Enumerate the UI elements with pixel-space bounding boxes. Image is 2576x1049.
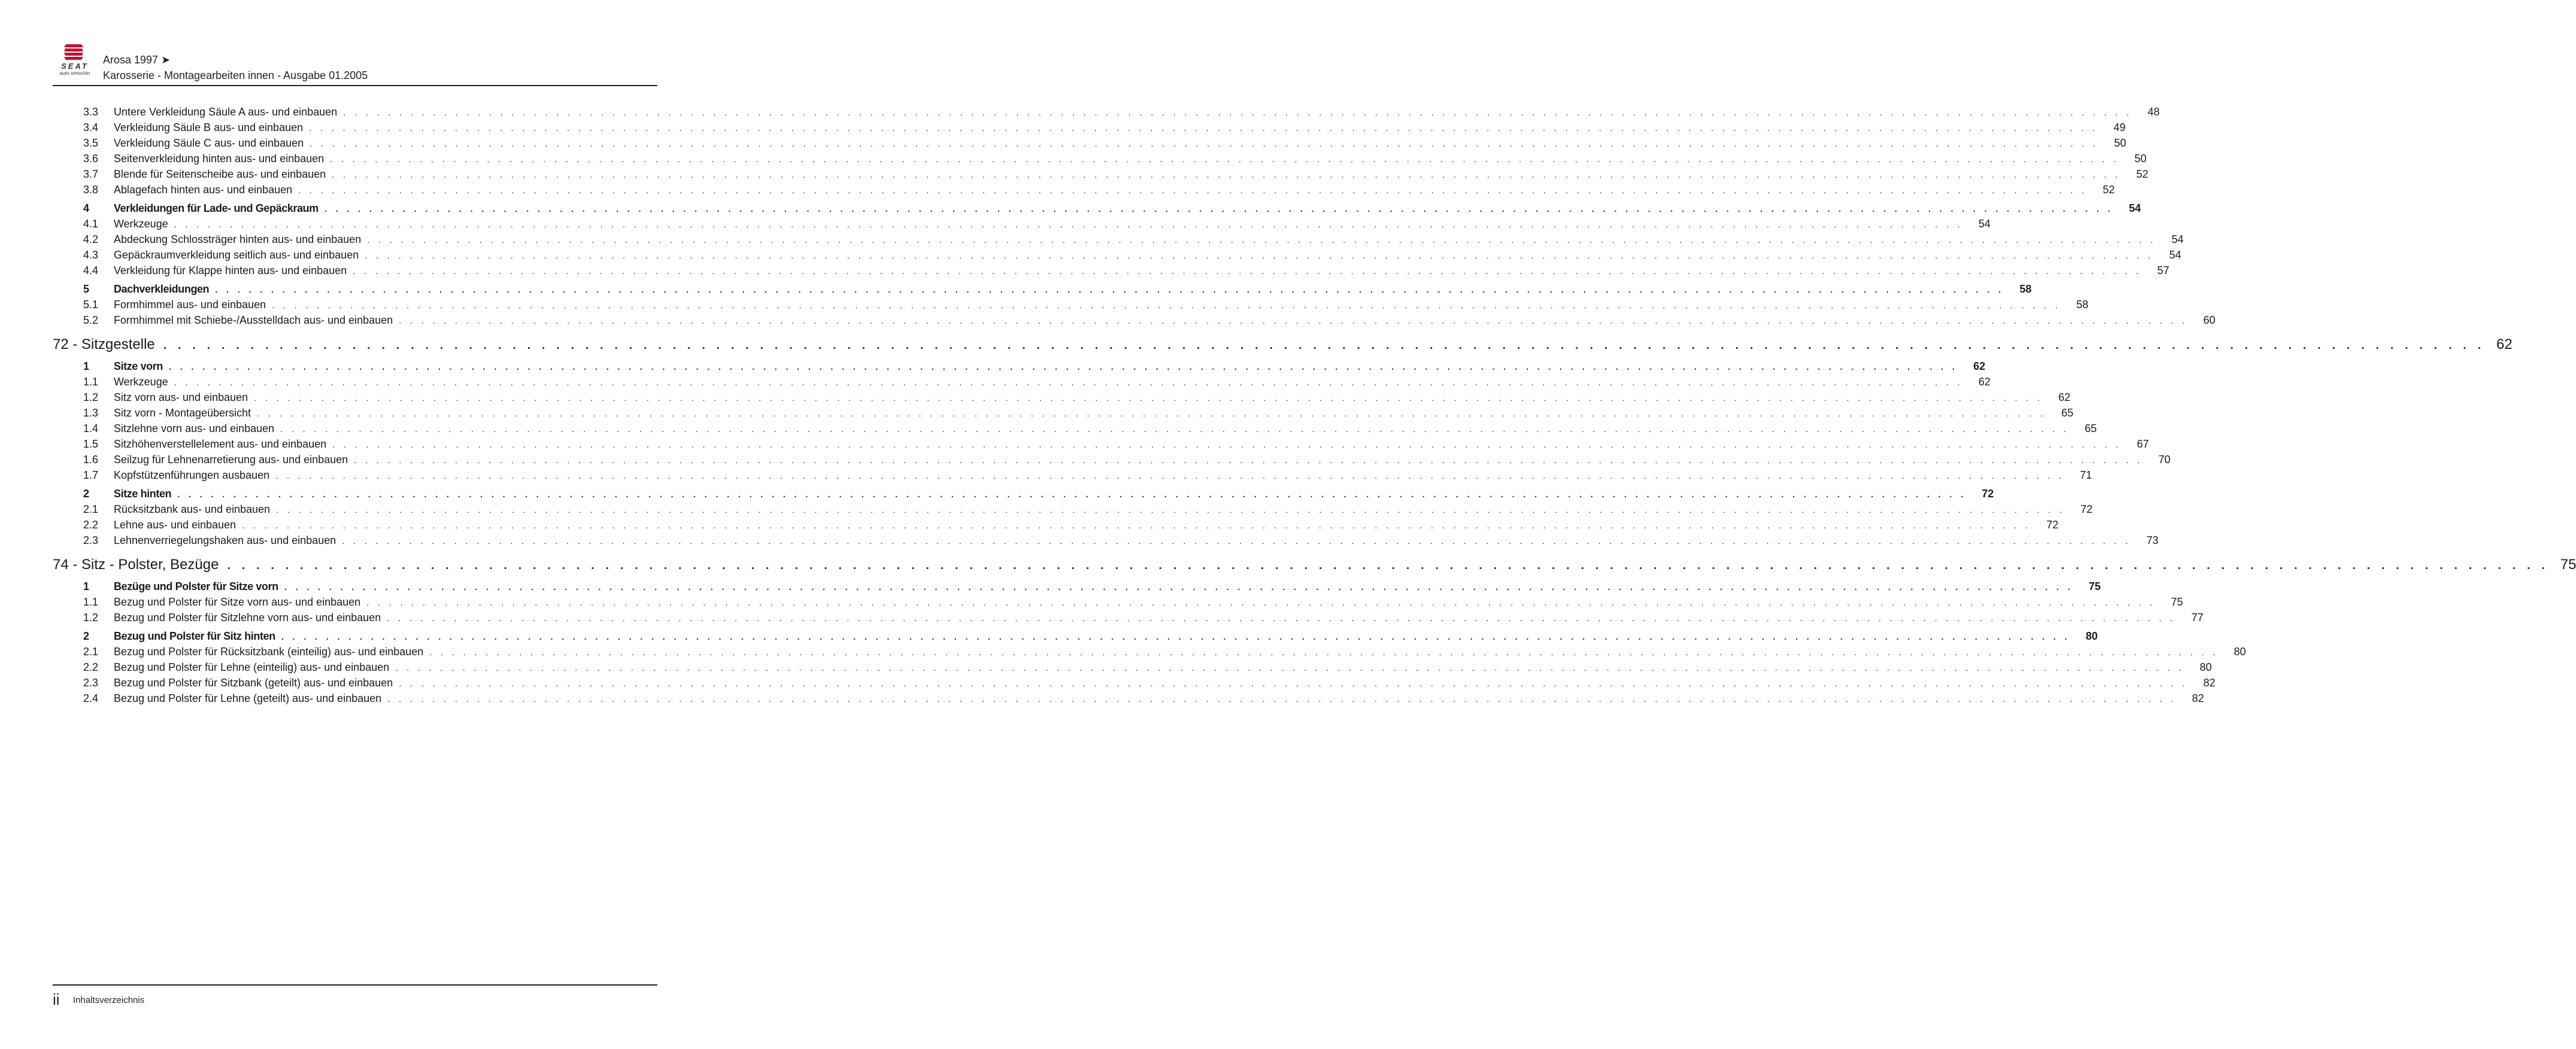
toc-number: 3.3 [83, 106, 99, 118]
toc-title: Gepäckraumverkleidung seitlich aus- und einbauen [114, 249, 359, 261]
toc-page-number: 72 [2046, 519, 2059, 531]
toc-page-number: 62 [1973, 360, 1986, 372]
toc-number: 2.2 [83, 661, 99, 673]
toc-page-number: 62 [2496, 336, 2513, 352]
toc-entry[interactable] [53, 166, 2149, 182]
toc-number: 2.4 [83, 692, 99, 704]
toc-number: 4.2 [83, 233, 99, 245]
toc-title: Verkleidung Säule C aus- und einbauen [114, 137, 304, 149]
toc-number: 1.4 [83, 422, 99, 434]
toc-entry[interactable] [53, 104, 2160, 120]
toc-title: Formhimmel mit Schiebe-/Ausstelldach aus- und einbauen [114, 314, 393, 326]
toc-entry[interactable] [53, 182, 2115, 197]
toc-title: Bezug und Polster für Sitz hinten [114, 630, 275, 642]
toc-page-number: 62 [2058, 391, 2071, 403]
toc-entry[interactable] [53, 501, 2093, 517]
toc-page-number: 77 [2191, 612, 2204, 624]
toc-entry[interactable] [53, 390, 2071, 405]
toc-section[interactable] [53, 628, 2098, 644]
toc-entry[interactable] [53, 610, 2204, 625]
toc-title: Sitzhöhenverstellelement aus- und einbauen [114, 438, 327, 450]
toc-leader-dots: . . . . . . . . . . . . . . . . . . . . . . . . . . . . . . . . . . . . . . . . . . . . . . . . . . . . . . . . . . . . . . . . . . . . . . . . . . . . . . . . . . . . . . . . . . . . . . . . . . . . . . . . . . . . . . . . . . . . . . . . . . . . . . . . . . . . . . . . . . . . . . . . . . . . . . . . . . . . . . . . [310, 139, 2099, 149]
toc-section[interactable] [53, 358, 1986, 374]
toc-number: 1 [83, 580, 90, 592]
toc-title: Bezug und Polster für Rücksitzbank (einteilig) aus- und einbauen [114, 646, 424, 658]
toc-leader-dots: . . . . . . . . . . . . . . . . . . . . . . . . . . . . . . . . . . . . . . . . . . . . . . . . . . . . . . . . . . . . . . . . . . . . . . . . . . . . . . . . . . . . . . . . . . . . . . . . . . . . . . . . . . . . . . . . . . . . . . . . . . . . . . . . . . . . . . . . . . . . . . . . . . . . . . . . . . . . . . . . [257, 409, 2046, 419]
toc-leader-dots: . . . . . . . . . . . . . . . . . . . . . . . . . . . . . . . . . . . . . . . . . . . . . . . . . . . . . . . . . . . . . . . . . . . . . . . . . . . . . . . . . . . . . . . . . . . . . . . . . . . . . . . . . . . . . . . . . . . . . . . . . . . . . . . . . . . . . . . . . . . . . . . . . . . . . . . . . . . . . . . . [280, 424, 2070, 434]
toc-entry[interactable] [53, 452, 2171, 467]
toc-page-number: 82 [2203, 677, 2216, 689]
toc-leader-dots: . . . . . . . . . . . . . . . . . . . . . . . . . . . . . . . . . . . . . . . . . . . . . . . . . . . . . . . . . . . . . . . . . . . . . . . . . . . . . . . . . . . . . . . . . . . . . . . . . . . . . . . . . . . . . . . . . . . . . . . . . . . . . . . . . . . . . . . . . . . . . . . . . . . . . . . . . . . . . . . . [343, 108, 2132, 118]
toc-title: Seilzug für Lehnenarretierung aus- und einbauen [114, 454, 348, 466]
toc-title: Blende für Seitenscheibe aus- und einbauen [114, 168, 326, 180]
toc-number: 3.6 [83, 153, 99, 165]
toc-leader-dots: . . . . . . . . . . . . . . . . . . . . . . . . . . . . . . . . . . . . . . . . . . . . . . . . . . . . . . . . . . . . . . . . . . . . . . . . . . . . . . . . . . . . . . . . . . . . . . . . . . . . . . . . . . . . . . . . . . . . . . . . . . . . . . . . . . . . . . . . . . . . . . . . . . . . . . . . . . . . . . . . [254, 393, 2043, 403]
toc-title: Sitzlehne vorn aus- und einbauen [114, 422, 275, 434]
toc-page-number: 75 [2089, 580, 2101, 592]
toc-entry[interactable] [53, 263, 2170, 278]
toc-title: Bezug und Polster für Lehne (einteilig) aus- und einbauen [114, 661, 390, 673]
toc-entry[interactable] [53, 675, 2216, 691]
toc-title: Dachverkleidungen [114, 283, 210, 295]
toc-leader-dots: . . . . . . . . . . . . . . . . . . . . . . . . . . . . . . . . . . . . . . . . . . . . . . . . . . . . . . . . . . . . . . . . . . . . . . . . . . . . . . . . . . . . . . . . . . . . . . . . . . . . . . . . . . . . . . . . . . . . . . . . . . . . . . . . . . . . . . . . . . . . . . . . . . . . . . . . . . . . . . . . [242, 521, 2031, 531]
toc-section[interactable] [53, 200, 2141, 216]
footer-page-number: ii [53, 990, 60, 1008]
toc-number: 2 [83, 488, 90, 500]
seat-wordmark: SEAT [61, 62, 89, 71]
toc-title: Bezüge und Polster für Sitze vorn [114, 580, 278, 592]
page-header [53, 42, 657, 86]
toc-number: 3.5 [83, 137, 99, 149]
toc-leader-dots: . . . . . . . . . . . . . . . . . . . . . . . . . . . . . . . . . . . . . . . . . . . . . . . . . . . . . . . . . . . . . . . . . . . . . . . . . . . . . . . . . . . . . . . . . . . . . . . . . . . . . . . . . . . . . . . . . . . . . . . . . . . . . . . . . . . . . . . . . . . . . . . . . . . . . . . . . . . . . . . . [276, 505, 2065, 515]
toc-number: 3.4 [83, 121, 99, 133]
toc-entry[interactable] [53, 232, 2184, 247]
toc-entry[interactable] [53, 467, 2092, 483]
toc-leader-dots: . . . . . . . . . . . . . . . . . . . . . . . . . . . . . . . . . . . . . . . . . . . . . . . . . . . . . . . . . . . . . . . . . . . . . . . . . . . . . . . . . . . . . . . . . . . . . . . . . . . . . . . . . . . . . . . . . . . . . . . . . . . . . . . . . . . . . . . . . . . . . . . . . . . . . . . . . . . . . . . . [342, 536, 2131, 546]
toc-section[interactable] [53, 486, 1994, 501]
toc-page-number: 72 [2080, 503, 2093, 515]
toc-number: 2.3 [83, 677, 99, 689]
toc-page-number: 49 [2113, 121, 2126, 133]
toc-title: Bezug und Polster für Sitze vorn aus- und einbauen [114, 596, 361, 608]
toc-entry[interactable] [53, 216, 1991, 232]
toc-page-number: 73 [2146, 534, 2159, 546]
toc-number: 1.2 [83, 612, 99, 624]
toc-title: Kopfstützenführungen ausbauen [114, 469, 270, 481]
toc-title: Lehne aus- und einbauen [114, 519, 236, 531]
toc-entry[interactable] [53, 297, 2089, 312]
toc-leader-dots: . . . . . . . . . . . . . . . . . . . . . . . . . . . . . . . . . . . . . . . . . . . . . . . . . . . . . . . . . . . . . . . . . . . . . . . . . . . . . . . . . . . . . . . . . . . . . . . . . . . . . . . . . . . . . . . . . . . . . . . . . . . . . . . . . . . . . . . . . . . . . . . . . . . . . . . . . . . . . . . . [365, 251, 2154, 261]
toc-number: 2 [83, 630, 90, 642]
toc-entry[interactable] [53, 517, 2059, 533]
toc-number: 3.7 [83, 168, 99, 180]
toc-title: 72 - Sitzgestelle [53, 336, 155, 352]
toc-title: Seitenverkleidung hinten aus- und einbauen [114, 153, 324, 165]
seat-tagline: auto emoción [59, 70, 90, 76]
toc-leader-dots: . . . . . . . . . . . . . . . . . . . . . . . . . . . . . . . . . . . . . . . . . . . . . . . . . . . . . . . . . . . . . . . . . . . . . . . . . . . . . . . . . . . . . . . . . . . . . . . . . . . . . . . . . . . . . . . . . . . . . . . . . . . . . . . . . . . . . . . . . . . . . . . . . . . . . . . . . . . . . . . . [174, 378, 1963, 388]
toc-page-number: 65 [2061, 407, 2074, 419]
toc-entry[interactable] [53, 594, 2183, 610]
toc-leader-dots: . . . . . . . . . . . . . . . . . . . . . . . . . . . . . . . . . . . . . . . . . . . . . . . . . . . . . . . . . . . . . . . . . . . . . . . . . . . . . . . . . . . . . . . . . . . . . . . . . . . . . . . . . . . . . . . . . . . . . . . . . . . . . . . . . . . . . . . . . . . . . . . . . . . . . . . . . . . . . . . . [332, 170, 2121, 180]
toc-page-number: 54 [1978, 218, 1991, 230]
toc-page-number: 75 [2171, 596, 2183, 608]
toc-number: 2.1 [83, 503, 99, 515]
toc-number: 3.8 [83, 184, 99, 196]
toc-leader-dots: . . . . . . . . . . . . . . . . . . . . . . . . . . . . . . . . . . . . . . . . . . . . . . . . . . . . . . . . . . . . . . . . . . . . . . . . . . . . . . . . . . . . . . . . . . . . . . . . . . . . . . . . . . . . . . . . . . . . . . . . . . . . . . . . . . . . . . . . . . . . . . . . . . . . . . . . . . . . . . . . [399, 316, 2188, 326]
toc-page-number: 80 [2086, 630, 2098, 642]
toc-title: Bezug und Polster für Lehne (geteilt) aus- und einbauen [114, 692, 382, 704]
toc-chapter[interactable] [53, 334, 2513, 355]
toc-leader-dots: . . . . . . . . . . . . . . . . . . . . . . . . . . . . . . . . . . . . . . . . . . . . . . . . . . . . . . . . . . . . . . . . . . . . . . . . . . . . . . . . . . . . . . . . . . . . . . . . . . . . . . . . . . . . . . . . . . . . . . . . . . . . . . . . . . . . . . . . . . . . . . . . . . . . . . . . . . . . . . . . [174, 220, 1963, 230]
toc-number: 2.3 [83, 534, 99, 546]
toc-leader-dots: . . . . . . . . . . . . . . . . . . . . . . . . . . . . . . . . . . . . . . . . . . . . . . . . . . . . . . . . . . . . . . . . . . . . . . . . . . . . . . . . . . . . . . . . . . . . . . . . . . . . . . . . . . . . . . . . . . . . . . . . . . . . . . . . . . . . . . . . . . . . . . . . . . . . . . . . . . . . . . . . [169, 362, 1958, 372]
toc-number: 4 [83, 202, 90, 214]
toc-page-number: 57 [2157, 264, 2170, 276]
toc-page-number: 80 [2234, 646, 2246, 658]
toc-leader-dots: . . . . . . . . . . . . . . . . . . . . . . . . . . . . . . . . . . . . . . . . . . . . . . . . . . . . . . . . . . . . . . . . . . . . . . . . . . . . . . . . . . . . . . . . . . . . . . . . . . . . . . . . . . . . . . . . . . . . . . . . . . . . . . . . . . . . . . . . . . . . . . . . . . . . . . . . . . . . . . . . [275, 471, 2065, 481]
toc-page-number: 67 [2137, 438, 2149, 450]
toc-leader-dots: . . . . . . . . . . . . . . . . . . . . . . . . . . . . . . . . . . . . . . . . . . . . . . . . . . . . . . . . . . . . . . . . . . . . . . . . . . . . . . . . . . . . . . . . . . . . . . . . . . . . . . . . . . . . . . . . . . . . . . . . . . . . . . . . . . . . . . . . . . . . . . . . . . . . . . . . . . . . . . . . [215, 285, 2004, 295]
toc-title: Werkzeuge [114, 218, 168, 230]
toc-page-number: 60 [2203, 314, 2216, 326]
toc-title: Abdeckung Schlossträger hinten aus- und einbauen [114, 233, 362, 245]
toc-chapter[interactable] [53, 554, 2576, 576]
toc-number: 1.2 [83, 391, 99, 403]
toc-leader-dots: . . . . . . . . . . . . . . . . . . . . . . . . . . . . . . . . . . . . . . . . . . . . . . . . . . . . . . . . . . . . . . . . . . . . . . . . . . . . . . . . . . . . . . . . . . . . . . . . . . . . . . . . . . . . . . . . . . . . . . . . . . . . . . . . . . . . . . . . . . . . . . . . . . . . . . . . . . . . . . . . [281, 632, 2071, 642]
toc-title: 74 - Sitz - Polster, Bezüge [53, 557, 219, 573]
toc-page-number: 80 [2199, 661, 2212, 673]
toc-leader-dots: . . . . . . . . . . . . . . . . . . . . . . . . . . . . . . . . . . . . . . . . . . . . . . . . . . . . . . . . . . . . . . . . . . . . . . . . . . . . . . . . . . . . . . . . . . . . . . . . . . . . . . . . . . . . . . . . . . . . . . . . . . . . . . . . . . . . . . . . . . . . . . . . . . . . . . . . . . . . . . . . [354, 455, 2143, 466]
toc-page-number: 52 [2102, 184, 2115, 196]
toc-leader-dots: . . . . . . . . . . . . . . . . . . . . . . . . . . . . . . . . . . . . . . . . . . . . . . . . . . . . . . . . . . . . . . . . . . . . . . . . . . . . . . . . . . . . . . . . . . . . . . . . . . . . . . . . . . . . . . . . . . . . . . . . . . . . . . . . . . . . . . . . . . . . . . . . . . . . . . . . . . . . . . . . [353, 266, 2142, 276]
toc-page-number: 58 [2019, 283, 2032, 295]
toc-leader-dots: . . . . . . . . . . . . . . . . . . . . . . . . . . . . . . . . . . . . . . . . . . . . . . . . . . . . . . . . . . . . . . . . . . . . . . . . . . . . . . . . . . . . . . . . . . . . . . . . . . . . . . . . . . . . . . . . . . . . . . . . . . . . . . . . . . . . . . . . . . . . . . . . . . . . . . . . . . . . . . . . [387, 613, 2176, 624]
toc-title: Untere Verkleidung Säule A aus- und einbauen [114, 106, 338, 118]
toc-entry[interactable] [53, 151, 2147, 166]
toc-entry[interactable] [53, 533, 2159, 548]
toc-leader-dots: . . . . . . . . . . . . . . . . . . . . . . . . . . . . . . . . . . . . . . . . . . . . . . . . . . . . . . . . . . . . . . . . . . . . . . . . . . . . . . . . . . . . . . . . . . . . . . . . . . . . . . . . . . . . . . . . . . . . . . . . . . . . . . . . . . . . . . . . . . . . . . . . . . . . . . . . . . . . . . . . [272, 300, 2061, 311]
toc-leader-dots: . . . . . . . . . . . . . . . . . . . . . . . . . . . . . . . . . . . . . . . . . . . . . . . . . . . . . . . . . . . . . . . . . . . . . . . . . . . . . . . . . . . . . . . . . . . . . . . . . . . . . . . . . . . . . . . . . . . . . . . . . . . . . . . . . . . . . . . . . . . . . . . . . . . . . . . . . . . . . . . . [399, 679, 2188, 689]
toc-number: 4.1 [83, 218, 99, 230]
toc-number: 5.1 [83, 299, 99, 311]
toc-entry[interactable] [53, 436, 2149, 452]
toc-title: Verkleidungen für Lade- und Gepäckraum [114, 202, 318, 214]
toc-title: Formhimmel aus- und einbauen [114, 299, 266, 311]
toc-number: 1.1 [83, 376, 99, 388]
toc-page-number: 62 [1978, 376, 1991, 388]
toc-entry[interactable] [53, 120, 2126, 135]
toc-number: 4.3 [83, 249, 99, 261]
toc-number: 1.3 [83, 407, 99, 419]
toc-title: Werkzeuge [114, 376, 168, 388]
toc-leader-dots: . . . . . . . . . . . . . . . . . . . . . . . . . . . . . . . . . . . . . . . . . . . . . . . . . . . . . . . . . . . . . . . . . . . . . . . . . . . . . . . . . . . . . . . . . . . . . . . . . . . . . . . . . . . . . . . . . . . . . . . . . . . . . . . . . . . . . . . . . . . . . . . . . . . . . . . . . . . . . . . . [163, 339, 2485, 352]
toc-leader-dots: . . . . . . . . . . . . . . . . . . . . . . . . . . . . . . . . . . . . . . . . . . . . . . . . . . . . . . . . . . . . . . . . . . . . . . . . . . . . . . . . . . . . . . . . . . . . . . . . . . . . . . . . . . . . . . . . . . . . . . . . . . . . . . . . . . . . . . . . . . . . . . . . . . . . . . . . . . . . . . . . [367, 235, 2156, 245]
seat-logo-icon [63, 43, 84, 61]
toc-title: Sitze vorn [114, 360, 163, 372]
manual-subtitle: Karosserie - Montagearbeiten innen - Ausgabe 01.2005 [103, 69, 368, 81]
toc-number: 4.4 [83, 264, 99, 276]
toc-title: Lehnenverriegelungshaken aus- und einbauen [114, 534, 336, 546]
toc-page-number: 71 [2080, 469, 2092, 481]
toc-page-number: 82 [2192, 692, 2204, 704]
toc-number: 5 [83, 283, 90, 295]
toc-page-number: 54 [2129, 202, 2141, 214]
toc-number: 5.2 [83, 314, 99, 326]
toc-page-number: 48 [2147, 106, 2160, 118]
toc-entry[interactable] [53, 421, 2097, 436]
toc-title: Bezug und Polster für Sitzlehne vorn aus- und einbauen [114, 612, 381, 624]
toc-title: Rücksitzbank aus- und einbauen [114, 503, 271, 515]
toc-page-number: 72 [1982, 488, 1994, 500]
toc-entry[interactable] [53, 312, 2216, 328]
toc-section[interactable] [53, 281, 2032, 297]
toc-entry[interactable] [53, 135, 2126, 151]
toc-leader-dots: . . . . . . . . . . . . . . . . . . . . . . . . . . . . . . . . . . . . . . . . . . . . . . . . . . . . . . . . . . . . . . . . . . . . . . . . . . . . . . . . . . . . . . . . . . . . . . . . . . . . . . . . . . . . . . . . . . . . . . . . . . . . . . . . . . . . . . . . . . . . . . . . . . . . . . . . . . . . . . . . [395, 663, 2184, 673]
toc-page-number: 54 [2169, 249, 2181, 261]
toc-entry[interactable] [53, 374, 1991, 390]
toc-number: 1.5 [83, 438, 99, 450]
toc-page-number: 70 [2158, 454, 2171, 466]
toc-entry[interactable] [53, 691, 2204, 706]
toc-entry[interactable] [53, 405, 2074, 421]
toc-number: 2.2 [83, 519, 99, 531]
toc-title: Sitz vorn aus- und einbauen [114, 391, 248, 403]
toc-number: 2.1 [83, 646, 99, 658]
toc-leader-dots: . . . . . . . . . . . . . . . . . . . . . . . . . . . . . . . . . . . . . . . . . . . . . . . . . . . . . . . . . . . . . . . . . . . . . . . . . . . . . . . . . . . . . . . . . . . . . . . . . . . . . . . . . . . . . . . . . . . . . . . . . . . . . . . . . . . . . . . . . . . . . . . . . . . . . . . . . . . . . . . . [387, 694, 2177, 704]
toc-page-number: 54 [2171, 233, 2184, 245]
toc-number: 1.1 [83, 596, 99, 608]
toc-title: Sitze hinten [114, 488, 172, 500]
toc-leader-dots: . . . . . . . . . . . . . . . . . . . . . . . . . . . . . . . . . . . . . . . . . . . . . . . . . . . . . . . . . . . . . . . . . . . . . . . . . . . . . . . . . . . . . . . . . . . . . . . . . . . . . . . . . . . . . . . . . . . . . . . . . . . . . . . . . . . . . . . . . . . . . . . . . . . . . . . . . . . . . . . . [227, 559, 2549, 572]
toc-title: Sitz vorn - Montageübersicht [114, 407, 251, 419]
toc-page-number: 75 [2560, 557, 2576, 573]
toc-leader-dots: . . . . . . . . . . . . . . . . . . . . . . . . . . . . . . . . . . . . . . . . . . . . . . . . . . . . . . . . . . . . . . . . . . . . . . . . . . . . . . . . . . . . . . . . . . . . . . . . . . . . . . . . . . . . . . . . . . . . . . . . . . . . . . . . . . . . . . . . . . . . . . . . . . . . . . . . . . . . . . . . [429, 647, 2219, 658]
toc-leader-dots: . . . . . . . . . . . . . . . . . . . . . . . . . . . . . . . . . . . . . . . . . . . . . . . . . . . . . . . . . . . . . . . . . . . . . . . . . . . . . . . . . . . . . . . . . . . . . . . . . . . . . . . . . . . . . . . . . . . . . . . . . . . . . . . . . . . . . . . . . . . . . . . . . . . . . . . . . . . . . . . . [330, 154, 2119, 165]
toc-entry[interactable] [53, 644, 2246, 659]
page-footer [53, 984, 657, 1010]
footer-label: Inhaltsverzeichnis [73, 995, 145, 1005]
toc-page-number: 50 [2134, 153, 2147, 165]
toc-number: 1.6 [83, 454, 99, 466]
toc-entry[interactable] [53, 659, 2212, 675]
toc-leader-dots: . . . . . . . . . . . . . . . . . . . . . . . . . . . . . . . . . . . . . . . . . . . . . . . . . . . . . . . . . . . . . . . . . . . . . . . . . . . . . . . . . . . . . . . . . . . . . . . . . . . . . . . . . . . . . . . . . . . . . . . . . . . . . . . . . . . . . . . . . . . . . . . . . . . . . . . . . . . . . . . . [298, 186, 2087, 196]
toc-page-number: 58 [2076, 299, 2089, 311]
toc-leader-dots: . . . . . . . . . . . . . . . . . . . . . . . . . . . . . . . . . . . . . . . . . . . . . . . . . . . . . . . . . . . . . . . . . . . . . . . . . . . . . . . . . . . . . . . . . . . . . . . . . . . . . . . . . . . . . . . . . . . . . . . . . . . . . . . . . . . . . . . . . . . . . . . . . . . . . . . . . . . . . . . . [309, 123, 2098, 133]
toc-section[interactable] [53, 579, 2101, 594]
manual-title: Arosa 1997 ➤ [103, 54, 171, 66]
toc-page-number: 52 [2136, 168, 2149, 180]
toc-leader-dots: . . . . . . . . . . . . . . . . . . . . . . . . . . . . . . . . . . . . . . . . . . . . . . . . . . . . . . . . . . . . . . . . . . . . . . . . . . . . . . . . . . . . . . . . . . . . . . . . . . . . . . . . . . . . . . . . . . . . . . . . . . . . . . . . . . . . . . . . . . . . . . . . . . . . . . . . . . . . . . . . [332, 440, 2122, 450]
toc-title: Ablagefach hinten aus- und einbauen [114, 184, 293, 196]
toc-title: Verkleidung für Klappe hinten aus- und einbauen [114, 264, 347, 276]
toc-leader-dots: . . . . . . . . . . . . . . . . . . . . . . . . . . . . . . . . . . . . . . . . . . . . . . . . . . . . . . . . . . . . . . . . . . . . . . . . . . . . . . . . . . . . . . . . . . . . . . . . . . . . . . . . . . . . . . . . . . . . . . . . . . . . . . . . . . . . . . . . . . . . . . . . . . . . . . . . . . . . . . . . [177, 489, 1967, 500]
toc-leader-dots: . . . . . . . . . . . . . . . . . . . . . . . . . . . . . . . . . . . . . . . . . . . . . . . . . . . . . . . . . . . . . . . . . . . . . . . . . . . . . . . . . . . . . . . . . . . . . . . . . . . . . . . . . . . . . . . . . . . . . . . . . . . . . . . . . . . . . . . . . . . . . . . . . . . . . . . . . . . . . . . . [324, 204, 2114, 214]
seat-logo [53, 42, 97, 78]
toc-number: 1 [83, 360, 90, 372]
toc-entry[interactable] [53, 247, 2181, 263]
toc-leader-dots: . . . . . . . . . . . . . . . . . . . . . . . . . . . . . . . . . . . . . . . . . . . . . . . . . . . . . . . . . . . . . . . . . . . . . . . . . . . . . . . . . . . . . . . . . . . . . . . . . . . . . . . . . . . . . . . . . . . . . . . . . . . . . . . . . . . . . . . . . . . . . . . . . . . . . . . . . . . . . . . . [284, 582, 2074, 592]
toc-page-number: 50 [2114, 137, 2126, 149]
toc-page-number: 65 [2085, 422, 2097, 434]
toc-leader-dots: . . . . . . . . . . . . . . . . . . . . . . . . . . . . . . . . . . . . . . . . . . . . . . . . . . . . . . . . . . . . . . . . . . . . . . . . . . . . . . . . . . . . . . . . . . . . . . . . . . . . . . . . . . . . . . . . . . . . . . . . . . . . . . . . . . . . . . . . . . . . . . . . . . . . . . . . . . . . . . . . [366, 598, 2156, 608]
table-of-contents [53, 104, 2576, 706]
toc-number: 1.7 [83, 469, 99, 481]
toc-title: Bezug und Polster für Sitzbank (geteilt) aus- und einbauen [114, 677, 393, 689]
toc-title: Verkleidung Säule B aus- und einbauen [114, 121, 304, 133]
